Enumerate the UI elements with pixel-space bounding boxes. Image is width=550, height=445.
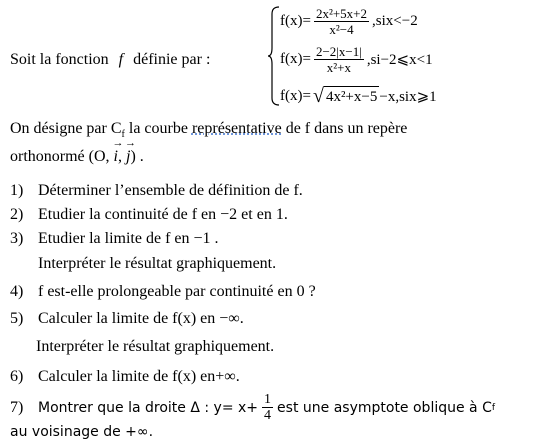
case-1	[280, 6, 418, 37]
question-3-followup: Interpréter le résultat graphiquement.	[38, 255, 277, 272]
case-3-rest: −x,six⩾1	[379, 89, 437, 105]
case-2-condition: ,si−2⩽x<1	[366, 52, 433, 68]
curve-subscript: f	[491, 402, 496, 413]
case-2-lhs: f(x)=	[280, 51, 311, 67]
case-2-denominator: x²+x	[326, 60, 351, 75]
case-2-fraction	[314, 44, 364, 75]
case-1-numerator: 2x²+5x+2	[315, 6, 368, 21]
question-number: 5)	[10, 310, 24, 327]
asymptote-fraction	[262, 392, 273, 423]
question-7-line-2: au voisinage de +∞.	[10, 424, 154, 440]
curve-sentence-line-2	[10, 148, 144, 166]
question-3	[10, 230, 219, 248]
question-number: 2)	[10, 206, 24, 223]
case-1-denominator: x²−4	[329, 22, 354, 37]
curve-sentence-line-1	[10, 120, 407, 140]
intro-line	[10, 51, 210, 69]
sqrt-sign-icon: √	[312, 85, 324, 107]
fraction-denominator: 4	[264, 408, 272, 423]
question-text: Déterminer l’ensemble de définition de f.	[38, 182, 303, 199]
curve-subscript: f	[121, 129, 125, 141]
question-4	[10, 283, 316, 301]
vector-j: → j	[126, 148, 130, 166]
question-1	[10, 182, 303, 200]
intro-prefix: Soit la fonction	[10, 51, 109, 68]
para-text: la courbe	[124, 120, 192, 137]
question-5-followup: Interpréter le résultat graphiquement.	[36, 338, 275, 355]
fraction-numerator: 1	[264, 392, 272, 407]
case-1-fraction	[314, 6, 369, 37]
question-7	[10, 392, 495, 423]
question-text: Calculer la limite de f(x) en −∞.	[38, 310, 244, 327]
question-text: est une asymptote oblique à C	[277, 399, 492, 416]
case-1-lhs: f(x)=	[280, 13, 311, 29]
question-text: Calculer la limite de f(x) en+∞.	[38, 368, 240, 385]
function-name: f	[118, 51, 124, 68]
question-number: 4)	[10, 283, 24, 300]
question-text: f est-elle prolongeable par continuité en 0 ?	[38, 283, 316, 300]
case-1-condition: ,six<−2	[372, 13, 418, 29]
piecewise-brace	[268, 6, 280, 106]
para-text: de f dans un repère	[281, 120, 408, 137]
para-text: On désigne par C	[10, 120, 122, 137]
question-text: Etudier la limite de f en −1 .	[38, 230, 219, 247]
underlined-word: représentative	[191, 120, 282, 137]
question-number: 7)	[10, 398, 24, 416]
case-3	[280, 86, 437, 107]
case-2-numerator: 2−2|x−1|	[315, 44, 362, 59]
question-number: 6)	[10, 368, 24, 385]
question-number: 3)	[10, 230, 24, 247]
question-6	[10, 368, 240, 386]
para-text: ,	[117, 148, 126, 165]
case-2	[280, 44, 433, 75]
question-text: Etudier la continuité de f en −2 et en 1.	[38, 206, 288, 223]
case-3-radicand: 4x²+x−5	[324, 86, 379, 107]
intro-suffix: définie par :	[133, 51, 211, 68]
question-text: Montrer que la droite Δ : y= x+	[38, 399, 259, 416]
question-5	[10, 310, 244, 328]
vector-i: → i	[114, 148, 118, 166]
case-3-lhs: f(x)=	[280, 88, 311, 104]
case-3-sqrt	[313, 86, 379, 107]
question-number: 1)	[10, 182, 24, 199]
para-text: orthonormé (O,	[10, 148, 114, 165]
question-2	[10, 206, 288, 224]
para-text: ) .	[130, 148, 144, 165]
